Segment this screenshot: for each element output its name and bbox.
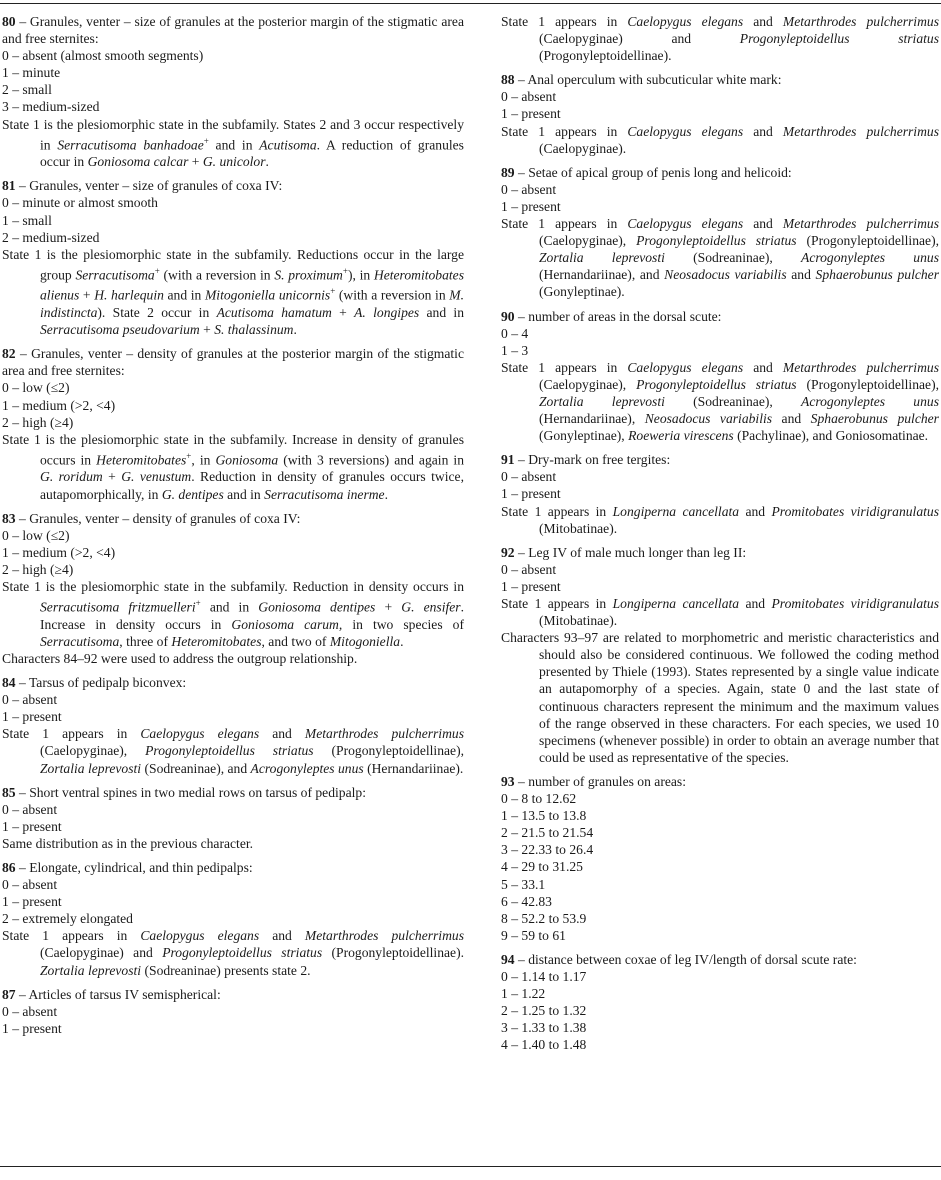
character-86 xyxy=(2,859,464,979)
taxon-name: Serracutisoma xyxy=(40,633,120,649)
character-note: State 1 appears in Caelopygus elegans and Metarthrodes pulcherrimus (Caelopyginae), Progonyleptoidellus striatus (Progonyleptoidellinae), Zortalia leprevosti (Sodreaninae), Acrogonyleptes unus (Hernandariinae), Neosadocus variabilis and Sphaerobunus pulcher (Gonyleptinae), Roeweria virescens (Pachylinae), and Goniosomatinae. xyxy=(501,359,940,444)
taxon-name: Acutisoma hamatum xyxy=(216,305,332,321)
state-list xyxy=(501,181,939,215)
superscript-plus: + xyxy=(186,450,192,461)
character-heading xyxy=(2,13,464,47)
taxon-name: Mitogoniella xyxy=(329,633,401,649)
character-90 xyxy=(501,308,939,445)
taxon-name: Metarthrodes pulcherrimus xyxy=(782,14,939,29)
taxon-name: Heteromitobates alienus xyxy=(40,267,464,303)
character-state: 2 – high (≥4) xyxy=(2,561,74,577)
taxon-name: Metarthrodes pulcherrimus xyxy=(304,726,464,742)
taxon-name: Caelopygus elegans xyxy=(627,123,744,139)
state-list xyxy=(501,790,939,944)
character-note: State 1 appears in Longiperna cancellata and Promitobates viridigranulatus (Mitobatinae). xyxy=(501,596,939,629)
taxon-name: Mitogoniella unicornis xyxy=(204,288,331,303)
taxon-name: Metarthrodes pulcherrimus xyxy=(304,928,464,944)
character-state: 1 – 13.5 to 13.8 xyxy=(501,808,587,824)
character-title: – Short ventral spines in two medial rows on tarsus of pedipalp: xyxy=(19,784,366,800)
taxon-name: Zortalia leprevosti xyxy=(40,760,142,776)
state-list xyxy=(2,876,464,927)
taxon-name: Longiperna cancellata xyxy=(612,503,740,519)
character-number: 93 xyxy=(501,773,515,789)
character-note: State 1 appears in Caelopygus elegans and Metarthrodes pulcherrimus (Caelopyginae), Progonyleptoidellus striatus (Progonyleptoidellinae), Zortalia leprevosti (Sodreaninae), and Acrogonyleptes unus (Hernandariinae). xyxy=(2,726,465,776)
character-number: 87 xyxy=(2,986,16,1002)
character-state: 4 – 1.40 to 1.48 xyxy=(501,1037,587,1053)
state-list xyxy=(2,47,464,115)
state-list xyxy=(2,194,464,245)
superscript-plus: + xyxy=(342,265,348,276)
character-title: – Granules, venter – size of granules of coxa IV: xyxy=(19,178,283,194)
character-state: 0 – absent xyxy=(501,89,557,105)
taxon-name: Progonyleptoidellus striatus xyxy=(739,31,939,47)
character-heading xyxy=(2,784,464,801)
superscript-plus: + xyxy=(330,286,336,297)
character-85 xyxy=(2,784,464,852)
taxon-name: Promitobates viridigranulatus xyxy=(771,596,939,611)
intro-93-97: Characters 93–97 are related to morphometric and meristic characteristics and should also be considered continuous. We followed the coding method presented by Thiele (1993). States represented by a single value indicate an autapomorphy of a species. Again, state 0 and the last state of continuous characters represent the minimum and the maximum values of the range observed in these characters. For each species, we used 10 specimens (whenever possible) in order to obtain an average number that could be used as representative of the species. xyxy=(501,630,939,765)
taxon-name: S. thalassinum xyxy=(214,322,294,338)
character-title: – Leg IV of male much longer than leg II: xyxy=(518,544,747,560)
character-88 xyxy=(501,71,939,156)
taxon-name: Acutisoma xyxy=(259,137,317,153)
character-title: – Setae of apical group of penis long and helicoid: xyxy=(518,164,792,180)
character-state: 8 – 52.2 to 53.9 xyxy=(501,910,587,926)
character-heading xyxy=(501,451,939,468)
taxon-name: Metarthrodes pulcherrimus xyxy=(782,123,939,139)
character-80 xyxy=(2,13,464,170)
state-list xyxy=(501,325,939,359)
character-title: – Granules, venter – density of granules at the posterior margin of the stigmatic area and free sternites: xyxy=(2,346,464,379)
taxon-name: S. proximum xyxy=(274,267,343,283)
taxon-name: H. harlequin xyxy=(94,288,164,303)
taxon-name: Roeweria virescens xyxy=(628,428,734,444)
character-state: 0 – low (≤2) xyxy=(2,527,70,543)
character-state: 0 – absent xyxy=(501,469,557,485)
character-state: 2 – medium-sized xyxy=(2,229,100,245)
character-note: State 1 is the plesiomorphic state in the subfamily. Reduction in density occurs in Serracutisoma fritzmuelleri+ and in Goniosoma dentipes + G. ensifer. Increase in density occurs in Goniosoma carum, in two species of Serracutisoma, three of Heteromitobates, and two of Mitogoniella. xyxy=(2,579,465,649)
character-state: 1 – present xyxy=(501,106,561,122)
character-title: – Tarsus of pedipalp biconvex: xyxy=(19,675,187,691)
taxon-name: Caelopygus elegans xyxy=(627,359,744,375)
character-state: 3 – 1.33 to 1.38 xyxy=(501,1020,587,1036)
character-title: – Granules, venter – density of granules of coxa IV: xyxy=(19,510,301,526)
taxon-name: M. indistincta xyxy=(40,288,464,321)
character-83 xyxy=(2,510,464,650)
character-state: 0 – 8 to 12.62 xyxy=(501,791,577,807)
character-92 xyxy=(501,544,939,629)
character-note: State 1 is the plesiomorphic state in the subfamily. Increase in density of granules occurs in Heteromitobates+, in Goniosoma (with 3 reversions) and again in G. roridum + G. venustum. Reduction in density of granules occurs twice, autapomorphically, in G. dentipes and in Serracutisoma inerme. xyxy=(2,431,464,502)
taxon-name: Zortalia leprevosti xyxy=(539,393,665,409)
taxon-name: G. ensifer xyxy=(401,599,461,615)
character-title: – Elongate, cylindrical, and thin pedipalps: xyxy=(19,859,253,875)
character-state: 1 – minute xyxy=(2,65,61,81)
state-list xyxy=(2,801,464,835)
character-state: 5 – 33.1 xyxy=(501,876,546,892)
character-93 xyxy=(501,773,939,944)
character-state: 0 – 1.14 to 1.17 xyxy=(501,968,587,984)
taxon-name: Serracutisoma xyxy=(75,267,155,283)
character-81 xyxy=(2,177,464,338)
character-state: 0 – absent (almost smooth segments) xyxy=(2,48,204,64)
character-number: 91 xyxy=(501,452,515,468)
character-heading xyxy=(501,164,939,181)
character-title: – Anal operculum with subcuticular white mark: xyxy=(518,72,782,88)
character-state: 1 – 3 xyxy=(501,342,529,358)
taxon-name: Goniosoma dentipes xyxy=(258,599,376,615)
taxon-name: Sphaerobunus pulcher xyxy=(815,267,939,283)
taxon-name: G. roridum xyxy=(40,469,103,485)
character-heading xyxy=(2,510,464,527)
taxon-name: Acrogonyleptes unus xyxy=(801,393,939,409)
bottom-rule xyxy=(0,1166,941,1167)
superscript-plus: + xyxy=(154,265,160,276)
character-state: 0 – 4 xyxy=(501,325,529,341)
character-heading xyxy=(2,986,464,1003)
character-state: 0 – minute or almost smooth xyxy=(2,195,158,211)
taxon-name: Sphaerobunus pulcher xyxy=(810,411,939,427)
character-title: – number of granules on areas: xyxy=(518,773,686,789)
character-heading xyxy=(2,345,464,379)
top-rule xyxy=(0,3,941,4)
state-list xyxy=(501,468,939,502)
taxon-name: Progonyleptoidellus striatus xyxy=(636,233,797,249)
character-number: 94 xyxy=(501,951,515,967)
character-state: 1 – present xyxy=(2,818,62,834)
character-heading xyxy=(501,951,939,968)
character-state: 4 – 29 to 31.25 xyxy=(501,859,583,875)
character-number: 82 xyxy=(2,346,16,362)
taxon-name: Acrogonyleptes unus xyxy=(250,760,364,776)
taxon-name: Heteromitobates xyxy=(96,452,187,468)
character-state: 1 – present xyxy=(2,1020,62,1036)
state-list xyxy=(501,561,939,595)
character-note: State 1 appears in Caelopygus elegans and Metarthrodes pulcherrimus (Caelopyginae) and Progonyleptoidellus striatus (Progonyleptoidellinae). Zortalia leprevosti (Sodreaninae) presents state 2. xyxy=(2,928,464,978)
character-82 xyxy=(2,345,464,502)
taxon-name: Neosadocus variabilis xyxy=(664,267,787,283)
taxon-name: Neosadocus variabilis xyxy=(644,411,773,427)
character-state: 3 – medium-sized xyxy=(2,99,100,115)
character-note: State 1 appears in Caelopygus elegans and Metarthrodes pulcherrimus (Caelopyginae). xyxy=(501,123,939,156)
character-note: State 1 is the plesiomorphic state in the subfamily. Reductions occur in the large group Serracutisoma+ (with a reversion in S. proximum+), in Heteromitobates alienus + H. harlequin and in Mitogoniella unicornis+ (with a reversion in M. indistincta). State 2 occur in Acutisoma hamatum + A. longipes and in Serracutisoma pseudovarium + S. thalassinum. xyxy=(2,246,464,338)
taxon-name: G. dentipes xyxy=(161,486,224,502)
character-heading xyxy=(2,674,464,691)
taxon-name: Progonyleptoidellus striatus xyxy=(162,945,323,961)
character-state: 2 – high (≥4) xyxy=(2,414,74,430)
state-list xyxy=(501,968,939,1053)
character-state: 1 – present xyxy=(501,578,561,594)
taxon-name: Serracutisoma banhadoae xyxy=(57,137,204,153)
character-number: 83 xyxy=(2,510,16,526)
character-state: 0 – absent xyxy=(2,1003,58,1019)
state-list xyxy=(2,379,464,430)
character-number: 88 xyxy=(501,72,515,88)
character-state: 1 – medium (>2, <4) xyxy=(2,397,116,413)
character-note: State 1 appears in Caelopygus elegans and Metarthrodes pulcherrimus (Caelopyginae), Progonyleptoidellus striatus (Progonyleptoidellinae), Zortalia leprevosti (Sodreaninae), Acrogonyleptes unus (Hernandariinae), and Neosadocus variabilis and Sphaerobunus pulcher (Gonyleptinae). xyxy=(501,216,940,300)
character-number: 92 xyxy=(501,544,515,560)
character-heading xyxy=(501,773,939,790)
character-state: 1 – 1.22 xyxy=(501,986,546,1002)
character-state: 1 – small xyxy=(2,212,52,228)
character-number: 86 xyxy=(2,859,16,875)
character-heading xyxy=(501,308,939,325)
character-state: 0 – absent xyxy=(2,877,58,893)
character-note: Same distribution as in the previous character. xyxy=(2,835,254,851)
character-state: 1 – present xyxy=(501,198,561,214)
character-note: State 1 appears in Caelopygus elegans and Metarthrodes pulcherrimus (Caelopyginae) and Progonyleptoidellus striatus (Progonyleptoidellinae). xyxy=(501,14,939,64)
character-heading xyxy=(501,544,939,561)
state-list xyxy=(501,88,939,122)
character-state: 2 – 21.5 to 21.54 xyxy=(501,825,594,841)
character-number: 80 xyxy=(2,14,16,29)
taxon-name: Longiperna cancellata xyxy=(612,596,740,611)
character-91 xyxy=(501,451,939,536)
taxon-name: Serracutisoma pseudovarium xyxy=(40,322,200,338)
right-column xyxy=(501,13,939,1060)
character-state: 1 – medium (>2, <4) xyxy=(2,544,116,560)
character-heading xyxy=(2,177,464,194)
taxon-name: Serracutisoma fritzmuelleri xyxy=(40,599,196,615)
taxon-name: Progonyleptoidellus striatus xyxy=(145,743,314,759)
character-note: State 1 is the plesiomorphic state in the subfamily. States 2 and 3 occur respectively in Serracutisoma banhadoae+ and in Acutisoma. A reduction of granules occur in Goniosoma calcar + G. unicolor. xyxy=(2,116,464,170)
taxon-name: Promitobates viridigranulatus xyxy=(771,503,939,519)
character-title: – Dry-mark on free tergites: xyxy=(518,452,671,468)
character-state: 2 – extremely elongated xyxy=(2,911,133,927)
character-89 xyxy=(501,164,939,301)
taxon-name: G. unicolor xyxy=(202,154,266,170)
character-number: 84 xyxy=(2,675,16,691)
character-title: – distance between coxae of leg IV/length of dorsal scute rate: xyxy=(518,951,857,967)
taxon-name: Caelopygus elegans xyxy=(140,928,260,944)
character-state: 6 – 42.83 xyxy=(501,893,552,909)
character-number: 90 xyxy=(501,308,515,324)
character-state: 0 – absent xyxy=(501,561,557,577)
character-number: 81 xyxy=(2,178,16,194)
taxon-name: Zortalia leprevosti xyxy=(40,962,142,978)
character-title: – number of areas in the dorsal scute: xyxy=(518,308,722,324)
character-state: 0 – absent xyxy=(2,801,58,817)
taxon-name: Zortalia leprevosti xyxy=(539,250,665,266)
taxon-name: Serracutisoma inerme xyxy=(264,486,385,502)
character-state: 3 – 22.33 to 26.4 xyxy=(501,842,594,858)
state-list xyxy=(2,527,464,578)
character-title: – Granules, venter – size of granules at the posterior margin of the stigmatic area and free sternites: xyxy=(2,14,464,47)
character-87 xyxy=(2,986,464,1037)
superscript-plus: + xyxy=(203,135,209,146)
character-state: 0 – low (≤2) xyxy=(2,380,70,396)
character-87-continued xyxy=(501,13,939,64)
character-state: 9 – 59 to 61 xyxy=(501,927,566,943)
taxon-name: Progonyleptoidellus striatus xyxy=(636,376,797,392)
character-title: – Articles of tarsus IV semispherical: xyxy=(19,986,221,1002)
character-heading xyxy=(501,71,939,88)
taxon-name: Metarthrodes pulcherrimus xyxy=(782,216,939,232)
taxon-name: G. venustum xyxy=(121,469,192,485)
superscript-plus: + xyxy=(195,598,201,609)
character-state: 2 – small xyxy=(2,82,52,98)
character-state: 0 – absent xyxy=(501,181,557,197)
taxon-name: Goniosoma xyxy=(215,452,279,468)
state-list xyxy=(2,1003,464,1037)
character-state: 2 – 1.25 to 1.32 xyxy=(501,1003,587,1019)
character-state: 1 – present xyxy=(2,709,62,725)
character-number: 89 xyxy=(501,164,515,180)
intro-84-92: Characters 84–92 were used to address the outgroup relationship. xyxy=(2,650,358,666)
character-state: 1 – present xyxy=(2,894,62,910)
taxon-name: Heteromitobates xyxy=(171,633,262,649)
taxon-name: Caelopygus elegans xyxy=(627,216,744,232)
left-column xyxy=(2,13,464,1044)
state-list xyxy=(2,691,464,725)
character-number: 85 xyxy=(2,784,16,800)
taxon-name: Caelopygus elegans xyxy=(627,14,744,29)
character-state: 0 – absent xyxy=(2,692,58,708)
taxon-name: Metarthrodes pulcherrimus xyxy=(782,359,939,375)
character-heading xyxy=(2,859,464,876)
character-note: State 1 appears in Longiperna cancellata and Promitobates viridigranulatus (Mitobatinae). xyxy=(501,503,939,536)
taxon-name: Caelopygus elegans xyxy=(140,726,260,742)
character-84 xyxy=(2,674,464,777)
character-94 xyxy=(501,951,939,1054)
taxon-name: A. longipes xyxy=(354,305,420,321)
character-state: 1 – present xyxy=(501,486,561,502)
taxon-name: Goniosoma calcar xyxy=(87,154,189,170)
taxon-name: Acrogonyleptes unus xyxy=(801,250,939,266)
taxon-name: Goniosoma carum, xyxy=(231,616,343,632)
